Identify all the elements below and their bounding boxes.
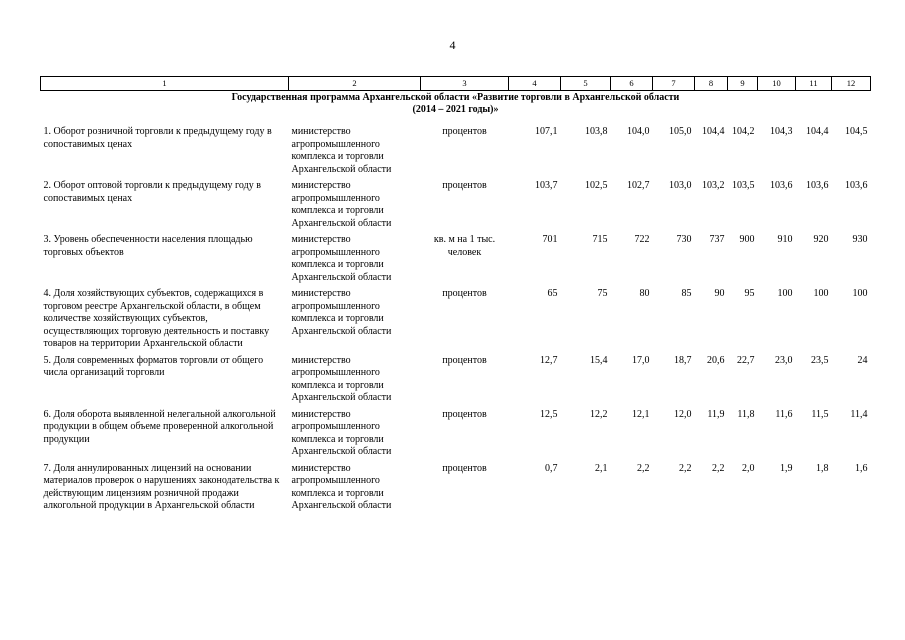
indicator-value: 730 xyxy=(676,234,692,245)
indicator-value: 100 xyxy=(813,288,829,299)
responsible-organization: министерство агропромышленного комплекса и торговли Архангельской области xyxy=(291,408,392,457)
header-cell: 3 xyxy=(421,77,509,91)
indicator-name: 4. Доля хозяйствующих субъектов, содержащихся в торговом реестре Архангельской области, в общем количестве хозяйствующих субъектов, осуществляющих торговую деятельность и поставку товаров на территории Архангельской области xyxy=(43,288,270,349)
indicator-value: 103,6 xyxy=(806,180,829,191)
header-cell: 7 xyxy=(653,77,695,91)
indicator-value: 11,8 xyxy=(737,408,755,420)
indicator-name: 3. Уровень обеспеченности населения площадью торговых объектов xyxy=(43,234,253,258)
column-number-header xyxy=(41,77,871,91)
indicator-name: 2. Оборот оптовой торговли к предыдущему году в сопоставимых ценах xyxy=(43,180,261,204)
indicator-value: 80 xyxy=(639,288,650,299)
indicator-value: 104,5 xyxy=(845,126,868,137)
header-cell: 9 xyxy=(728,77,758,91)
responsible-organization: министерство агропромышленного комплекса и торговли Архангельской области xyxy=(291,462,392,511)
indicator-value: 75 xyxy=(597,288,608,299)
responsible-organization: министерство агропромышленного комплекса и торговли Архангельской области xyxy=(291,354,392,403)
indicator-name: 7. Доля аннулированных лицензий на основании материалов проверок о нарушениях законодательства к действующим лицензиям розничной продажи алкогольной продукции в Архангельской области xyxy=(43,462,280,511)
unit-of-measure: процентов xyxy=(442,126,487,137)
indicator-value: 103,7 xyxy=(535,180,558,191)
indicator-value: 11,6 xyxy=(775,408,793,420)
indicator-value: 1,6 xyxy=(855,462,868,474)
indicator-value: 24 xyxy=(857,354,868,366)
indicator-value: 104,0 xyxy=(627,126,650,137)
indicator-value: 100 xyxy=(777,288,793,299)
indicator-value: 85 xyxy=(681,288,692,299)
table-row xyxy=(41,126,871,180)
unit-of-measure: процентов xyxy=(442,288,487,299)
header-cell: 4 xyxy=(509,77,561,91)
indicator-value: 104,3 xyxy=(770,126,793,137)
indicator-value: 2,2 xyxy=(637,462,650,474)
indicator-value: 15,4 xyxy=(590,354,608,366)
responsible-organization: министерство агропромышленного комплекса и торговли Архангельской области xyxy=(291,180,392,229)
table-row xyxy=(41,409,871,463)
indicator-value: 104,4 xyxy=(702,126,725,137)
header-cell: 11 xyxy=(796,77,832,91)
header-cell: 1 xyxy=(41,77,289,91)
indicator-value: 17,0 xyxy=(632,354,650,366)
table-row xyxy=(41,180,871,234)
indicator-value: 715 xyxy=(592,234,608,245)
indicator-value: 23,0 xyxy=(775,354,793,366)
indicator-value: 103,6 xyxy=(845,180,868,191)
indicator-value: 910 xyxy=(777,234,793,245)
indicator-value: 2,2 xyxy=(712,462,725,474)
program-title-line-1: Государственная программа Архангельской области «Развитие торговли в Архангельской области xyxy=(231,92,680,103)
header-cell: 12 xyxy=(832,77,871,91)
program-title-row xyxy=(41,91,871,127)
responsible-organization: министерство агропромышленного комплекса и торговли Архангельской области xyxy=(291,126,392,175)
indicator-value: 920 xyxy=(813,234,829,245)
table-row xyxy=(41,463,871,517)
indicator-value: 20,6 xyxy=(707,354,725,366)
indicator-value: 12,2 xyxy=(590,408,608,420)
page-number: 4 xyxy=(449,38,456,52)
indicator-value: 103,8 xyxy=(585,126,608,137)
indicator-value: 102,7 xyxy=(627,180,650,191)
indicator-value: 900 xyxy=(739,234,755,245)
indicator-value: 107,1 xyxy=(535,126,558,137)
indicator-value: 11,5 xyxy=(811,408,829,420)
header-cell: 8 xyxy=(695,77,728,91)
indicator-value: 930 xyxy=(852,234,868,245)
unit-of-measure: кв. м на 1 тыс. человек xyxy=(433,234,496,258)
indicator-value: 2,1 xyxy=(595,462,608,474)
indicator-value: 12,7 xyxy=(540,354,558,366)
responsible-organization: министерство агропромышленного комплекса и торговли Архангельской области xyxy=(291,288,392,337)
indicator-name: 5. Доля современных форматов торговли от общего числа организаций торговли xyxy=(43,354,264,378)
indicator-value: 12,1 xyxy=(632,408,650,420)
indicator-value: 95 xyxy=(744,288,755,299)
indicator-value: 12,0 xyxy=(674,408,692,420)
unit-of-measure: процентов xyxy=(442,180,487,191)
indicator-value: 23,5 xyxy=(811,354,829,366)
unit-of-measure: процентов xyxy=(442,354,487,366)
indicator-value: 12,5 xyxy=(540,408,558,420)
indicator-name: 6. Доля оборота выявленной нелегальной алкогольной продукции в общем объеме проверенной алкогольной продукции xyxy=(43,408,276,445)
indicator-value: 18,7 xyxy=(674,354,692,366)
header-cell: 6 xyxy=(611,77,653,91)
indicator-value: 105,0 xyxy=(669,126,692,137)
indicator-value: 22,7 xyxy=(737,354,755,366)
program-title xyxy=(41,91,871,127)
indicator-value: 2,0 xyxy=(742,462,755,474)
indicator-value: 701 xyxy=(542,234,558,245)
indicator-value: 103,6 xyxy=(770,180,793,191)
header-cell: 2 xyxy=(289,77,421,91)
table-row xyxy=(41,288,871,355)
program-title-line-2: (2014 – 2021 годы)» xyxy=(412,104,499,115)
indicator-value: 65 xyxy=(547,288,558,299)
indicator-value: 100 xyxy=(852,288,868,299)
indicator-value: 104,2 xyxy=(732,126,755,137)
indicator-value: 11,9 xyxy=(707,408,725,420)
indicator-value: 0,7 xyxy=(545,462,558,474)
indicators-table xyxy=(40,76,871,517)
indicator-value: 1,8 xyxy=(816,462,829,474)
indicator-value: 104,4 xyxy=(806,126,829,137)
unit-of-measure: процентов xyxy=(442,462,487,474)
indicator-value: 737 xyxy=(709,234,725,245)
indicator-name: 1. Оборот розничной торговли к предыдущему году в сопоставимых ценах xyxy=(43,126,272,150)
indicator-value: 2,2 xyxy=(679,462,692,474)
indicator-value: 1,9 xyxy=(780,462,793,474)
indicator-value: 102,5 xyxy=(585,180,608,191)
responsible-organization: министерство агропромышленного комплекса и торговли Архангельской области xyxy=(291,234,392,283)
indicator-value: 90 xyxy=(714,288,725,299)
unit-of-measure: процентов xyxy=(442,408,487,420)
indicator-value: 11,4 xyxy=(850,408,868,420)
indicator-value: 103,2 xyxy=(702,180,725,191)
indicator-value: 103,0 xyxy=(669,180,692,191)
indicator-value: 103,5 xyxy=(732,180,755,191)
table-row xyxy=(41,234,871,288)
table-row xyxy=(41,355,871,409)
header-cell: 5 xyxy=(561,77,611,91)
indicator-value: 722 xyxy=(634,234,650,245)
header-cell: 10 xyxy=(758,77,796,91)
